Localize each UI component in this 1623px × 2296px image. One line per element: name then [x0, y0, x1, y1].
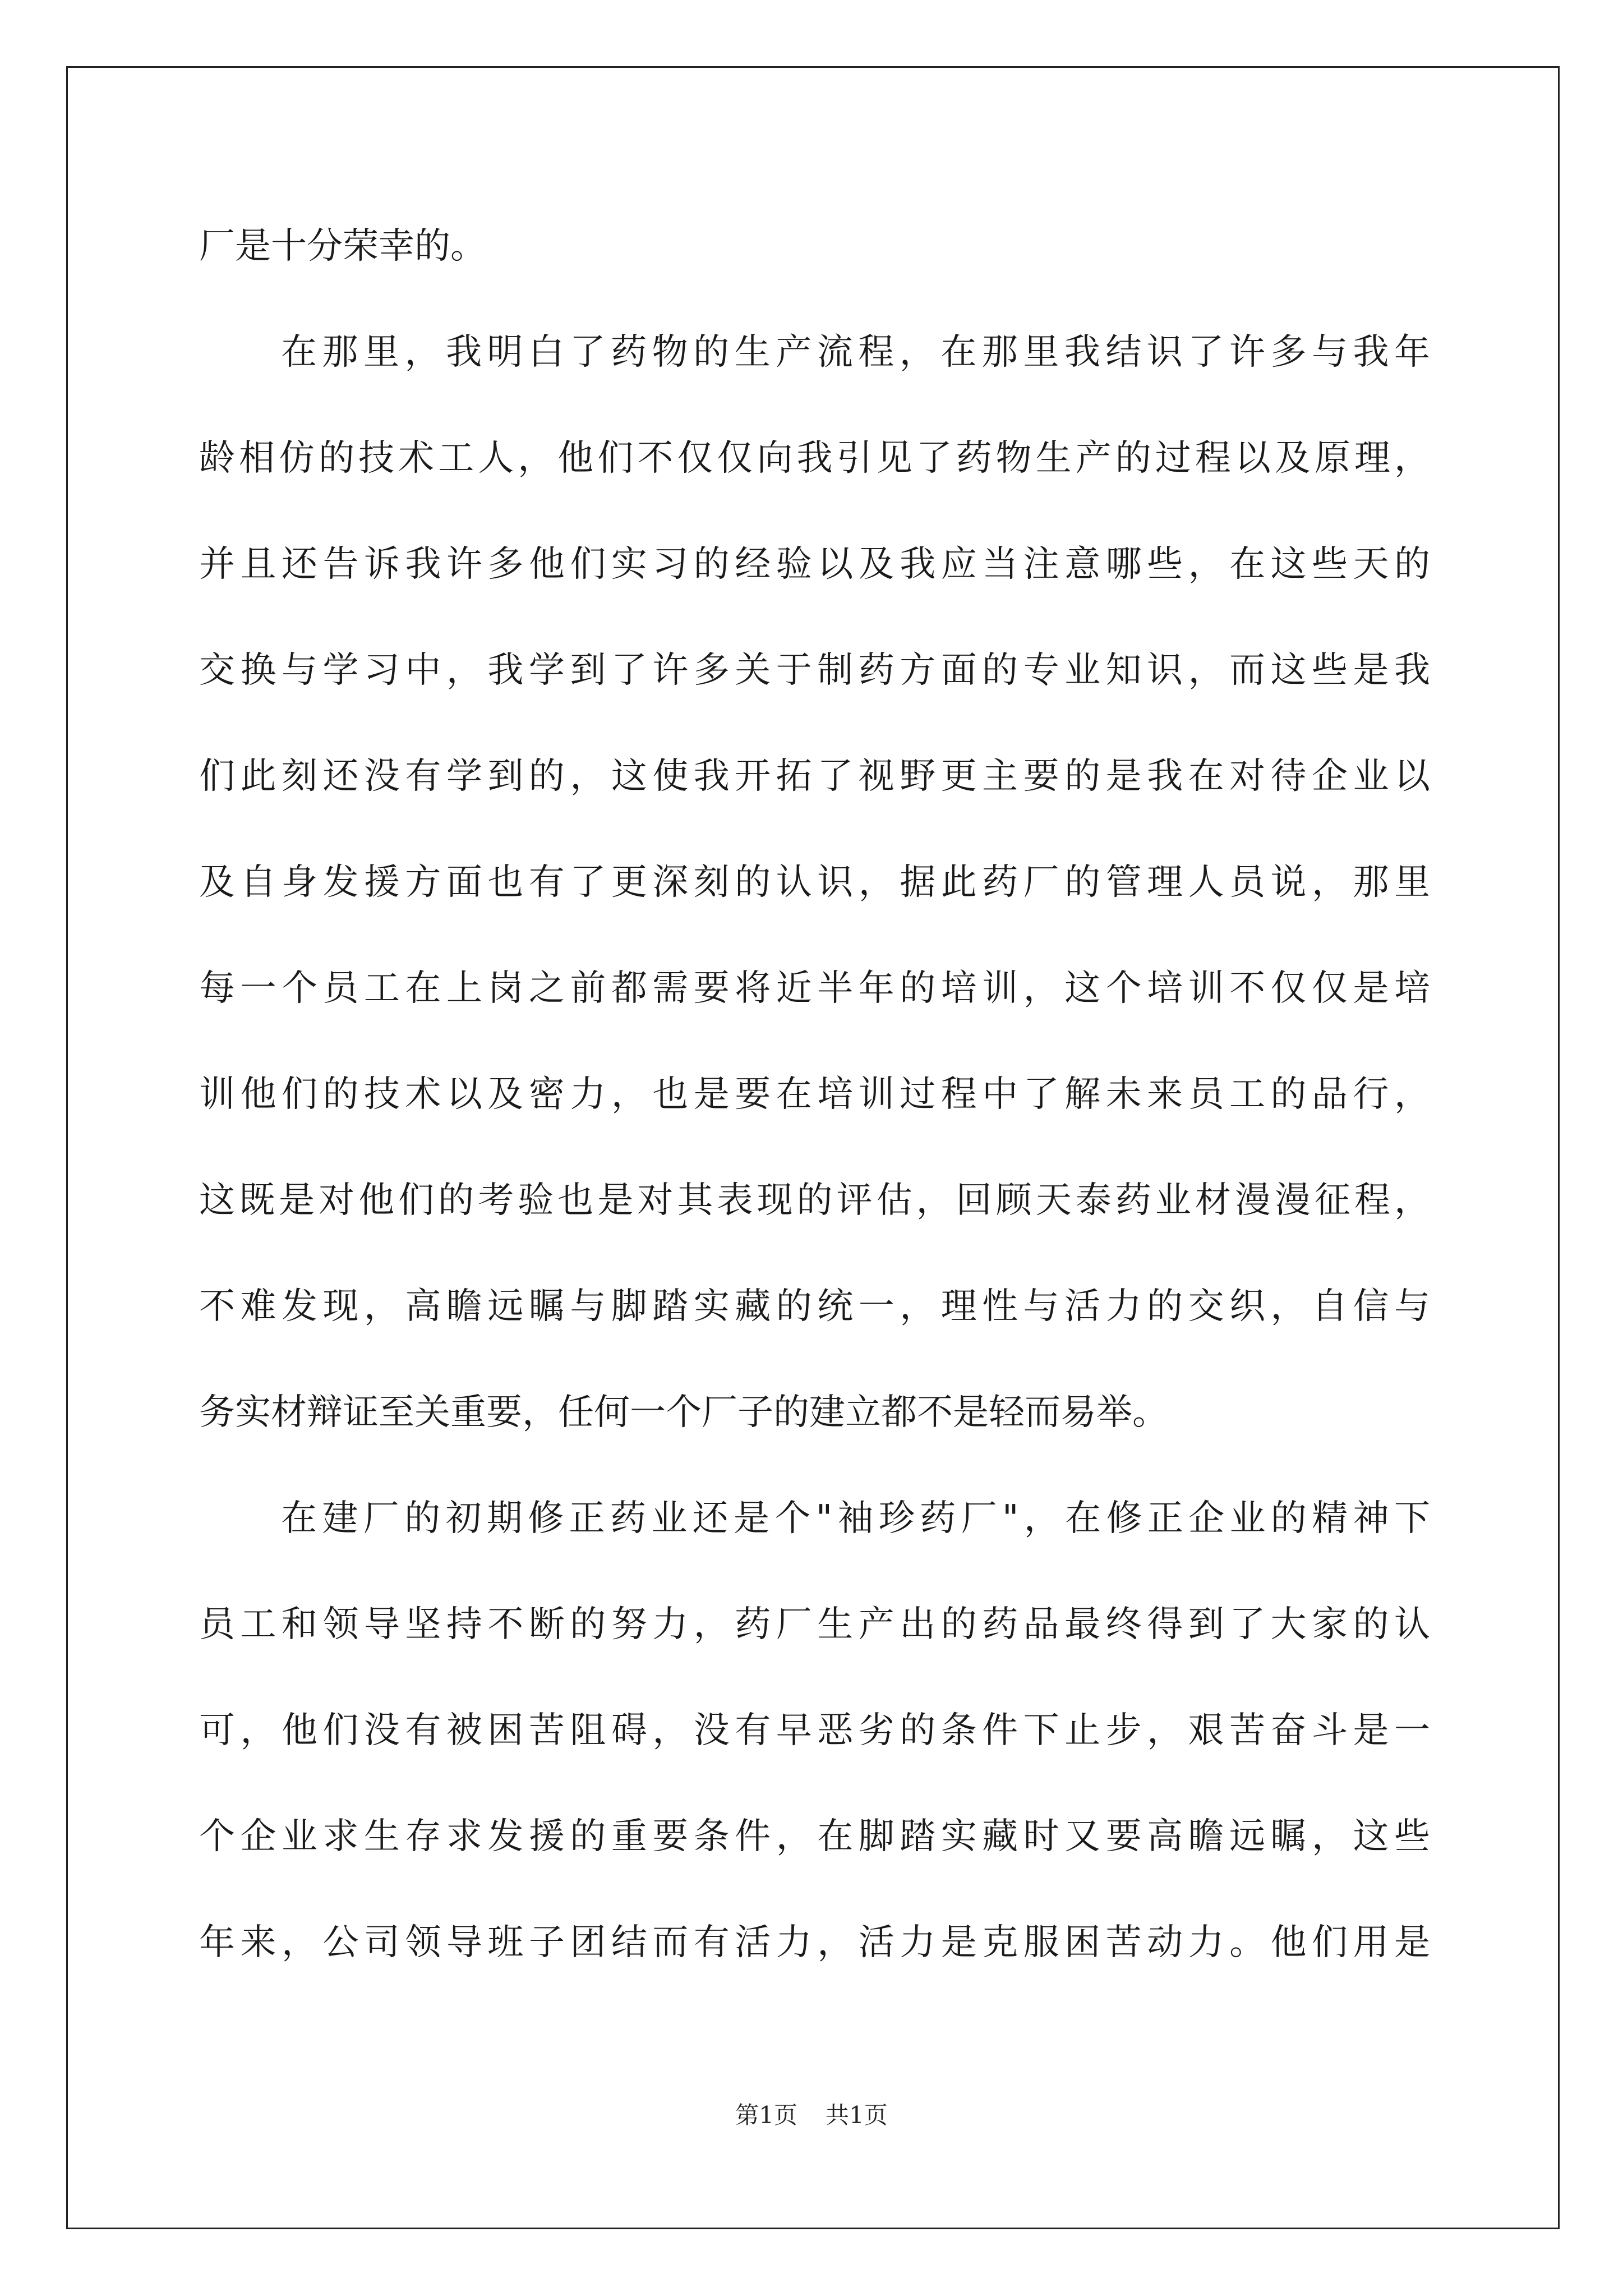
text-line: 可，他们没有被困苦阻碍，没有早恶劣的条件下止步，艰苦奋斗是一 — [199, 1710, 1430, 1751]
text-line: 个企业求生存求发援的重要条件，在脚踏实藏时又要高瞻远瞩，这些 — [199, 1816, 1430, 1857]
page-footer — [0, 2097, 1623, 2131]
text-line: 交换与学习中，我学到了许多关于制药方面的专业知识，而这些是我 — [199, 650, 1430, 691]
page-number: 第1页 — [735, 2101, 797, 2129]
text-line: 及自身发援方面也有了更深刻的认识，据此药厂的管理人员说，那里 — [199, 862, 1430, 903]
text-line: 厂是十分荣幸的。 — [199, 226, 486, 267]
text-line: 龄相仿的技术工人，他们不仅仅向我引见了药物生产的过程以及原理， — [199, 438, 1430, 479]
text-line: 年来，公司领导班子团结而有活力，活力是克服困苦动力。他们用是 — [199, 1922, 1430, 1963]
page-total: 共1页 — [826, 2101, 888, 2129]
text-line: 在那里，我明白了药物的生产流程，在那里我结识了许多与我年 — [281, 332, 1430, 373]
text-line: 务实材辩证至关重要，任何一个厂子的建立都不是轻而易举。 — [199, 1392, 1168, 1433]
text-line: 并且还告诉我许多他们实习的经验以及我应当注意哪些，在这些天的 — [199, 544, 1430, 585]
text-line: 这既是对他们的考验也是对其表现的评估，回顾天泰药业材漫漫征程， — [199, 1180, 1430, 1221]
text-line: 在建厂的初期修正药业还是个"袖珍药厂"，在修正企业的精神下 — [281, 1498, 1430, 1539]
text-line: 每一个员工在上岗之前都需要将近半年的培训，这个培训不仅仅是培 — [199, 968, 1430, 1009]
text-line: 员工和领导坚持不断的努力，药厂生产出的药品最终得到了大家的认 — [199, 1604, 1430, 1645]
text-line: 不难发现，高瞻远瞩与脚踏实藏的统一，理性与活力的交织，自信与 — [199, 1286, 1430, 1327]
document-body — [199, 194, 1430, 1996]
text-line: 训他们的技术以及密力，也是要在培训过程中了解未来员工的品行， — [199, 1074, 1430, 1115]
text-line: 们此刻还没有学到的，这使我开拓了视野更主要的是我在对待企业以 — [199, 756, 1430, 797]
